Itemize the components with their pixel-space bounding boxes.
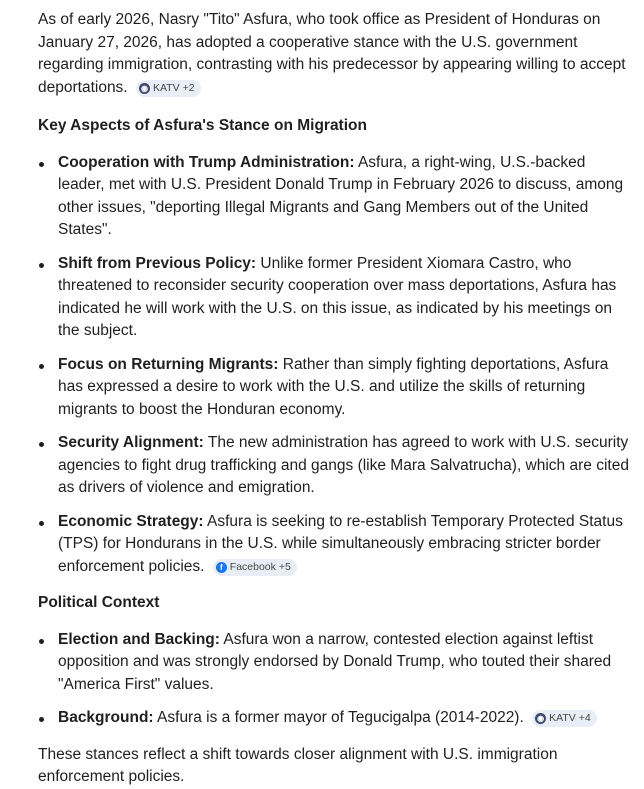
citation-source: KATV — [549, 712, 576, 724]
item-text: Unlike former President Xiomara Castro, who threatened to reconsider security cooperation over mass deportations, Asfura has indicated he will work with the U.S. on this issue, as indicated by his meetings on the subject. — [58, 254, 617, 339]
item-title: Economic Strategy: — [58, 512, 204, 530]
item-text: Asfura is seeking to re-establish Temporary Protected Status (TPS) for Hondurans in the U.S. while simultaneously embracing stricter border enforcement policies. — [58, 512, 623, 575]
citation-chip-katv[interactable] — [532, 710, 597, 727]
item-title: Background: — [58, 709, 154, 726]
item-text: Asfura won a narrow, contested election against leftist opposition and was strongly endorsed by Donald Trump, who touted their shared "America First" values. — [58, 630, 612, 693]
intro-text: As of early 2026, Nasry "Tito" Asfura, who took office as President of Honduras on January 27, 2026, has adopted a cooperative stance with the U.S. government regarding immigration, contrasting with his predecessor by appearing willing to accept deportations. — [38, 11, 626, 96]
outro-paragraph — [38, 744, 632, 789]
intro-paragraph — [38, 9, 632, 99]
list-item — [38, 432, 632, 500]
list-item — [38, 253, 632, 343]
item-text: The new administration has agreed to work with U.S. security agencies to fight drug trafficking and gangs (like Mara Salvatrucha), which are cited as drivers of violence and emigration. — [58, 434, 629, 496]
item-title: Election and Backing: — [58, 630, 220, 648]
katv-logo-icon: ◉ — [535, 713, 546, 724]
citation-more: +5 — [278, 560, 291, 573]
citation-more: +4 — [578, 712, 591, 724]
section-heading-migration: Key Aspects of Asfura's Stance on Migration — [38, 117, 367, 134]
citation-source: Facebook — [229, 560, 276, 573]
list-item — [38, 152, 632, 242]
item-text: Asfura is a former mayor of Tegucigalpa (2014-2022). — [153, 709, 524, 726]
outro-text: These stances reflect a shift towards closer alignment with U.S. immigration enforcement policies. — [38, 745, 558, 785]
katv-logo-icon: ◉ — [139, 83, 150, 94]
list-item — [38, 354, 632, 422]
item-title: Cooperation with Trump Administration: — [58, 153, 355, 171]
list-item — [38, 707, 632, 730]
migration-aspects-list — [38, 152, 632, 579]
item-title: Security Alignment: — [58, 434, 204, 451]
political-context-list — [38, 629, 632, 730]
list-item — [38, 629, 632, 697]
section-heading-political: Political Context — [38, 594, 160, 611]
item-title: Shift from Previous Policy: — [58, 254, 257, 272]
citation-chip-facebook[interactable] — [213, 559, 297, 576]
item-text: Asfura, a right-wing, U.S.-backed leader, met with U.S. President Donald Trump in February 2026 to discuss, among other issues, "deporting Illegal Migrants and Gang Members out of the United States". — [58, 153, 624, 238]
facebook-logo-icon: f — [216, 562, 227, 573]
citation-more: +2 — [182, 81, 195, 94]
citation-chip-katv[interactable] — [136, 80, 201, 97]
item-text: Rather than simply fighting deportations, Asfura has expressed a desire to work with the U.S. and utilize the skills of returning migrants to boost the Honduran economy. — [58, 355, 609, 418]
list-item — [38, 511, 632, 579]
item-title: Focus on Returning Migrants: — [58, 355, 279, 373]
citation-source: KATV — [152, 81, 180, 94]
